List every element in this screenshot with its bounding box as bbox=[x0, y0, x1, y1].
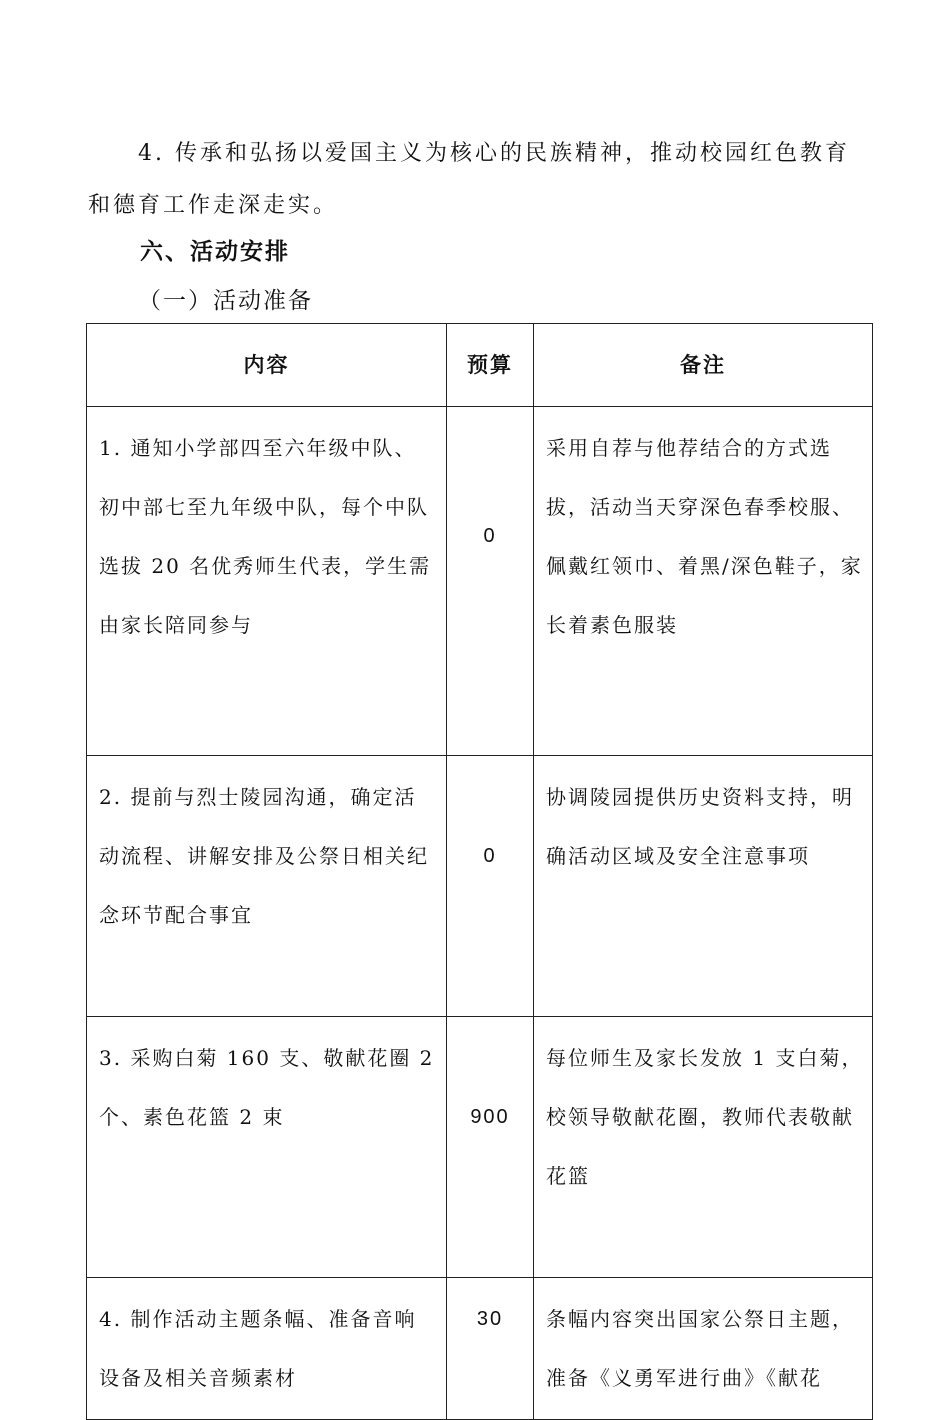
header-budget: 预算 bbox=[447, 324, 534, 407]
row-content: 1. 通知小学部四至六年级中队、初中部七至九年级中队，每个中队选拔 20 名优秀师生代表，学生需由家长陪同参与 bbox=[87, 407, 447, 756]
section-subtitle: （一）活动准备 bbox=[138, 288, 313, 314]
header-content: 内容 bbox=[87, 324, 447, 407]
row-budget: 0 bbox=[447, 407, 534, 756]
section-title: 六、活动安排 bbox=[140, 239, 290, 265]
table-row bbox=[87, 756, 873, 1017]
row-note: 每位师生及家长发放 1 支白菊，校领导敬献花圈，教师代表敬献花篮 bbox=[534, 1017, 873, 1278]
row-note: 采用自荐与他荐结合的方式选拔，活动当天穿深色春季校服、佩戴红领巾、着黑/深色鞋子，家长着素色服装 bbox=[534, 407, 873, 756]
row-note: 条幅内容突出国家公祭日主题，准备《义勇军进行曲》《献花 bbox=[534, 1278, 873, 1420]
intro-paragraph-item4: 4. 传承和弘扬以爱国主义为核心的民族精神，推动校园红色教育和德育工作走深走实。 bbox=[88, 141, 850, 218]
row-note: 协调陵园提供历史资料支持，明确活动区域及安全注意事项 bbox=[534, 756, 873, 1017]
row-content: 2. 提前与烈士陵园沟通，确定活动流程、讲解安排及公祭日相关纪念环节配合事宜 bbox=[87, 756, 447, 1017]
row-budget: 900 bbox=[447, 1017, 534, 1278]
table-header-row bbox=[87, 324, 873, 407]
preparation-table bbox=[86, 323, 873, 1420]
row-budget: 0 bbox=[447, 756, 534, 1017]
table-row bbox=[87, 1017, 873, 1278]
row-content: 4. 制作活动主题条幅、准备音响设备及相关音频素材 bbox=[87, 1278, 447, 1420]
row-budget: 30 bbox=[447, 1278, 534, 1420]
row-content: 3. 采购白菊 160 支、敬献花圈 2 个、素色花篮 2 束 bbox=[87, 1017, 447, 1278]
header-note: 备注 bbox=[534, 324, 873, 407]
table-row bbox=[87, 1278, 873, 1420]
table-row bbox=[87, 407, 873, 756]
